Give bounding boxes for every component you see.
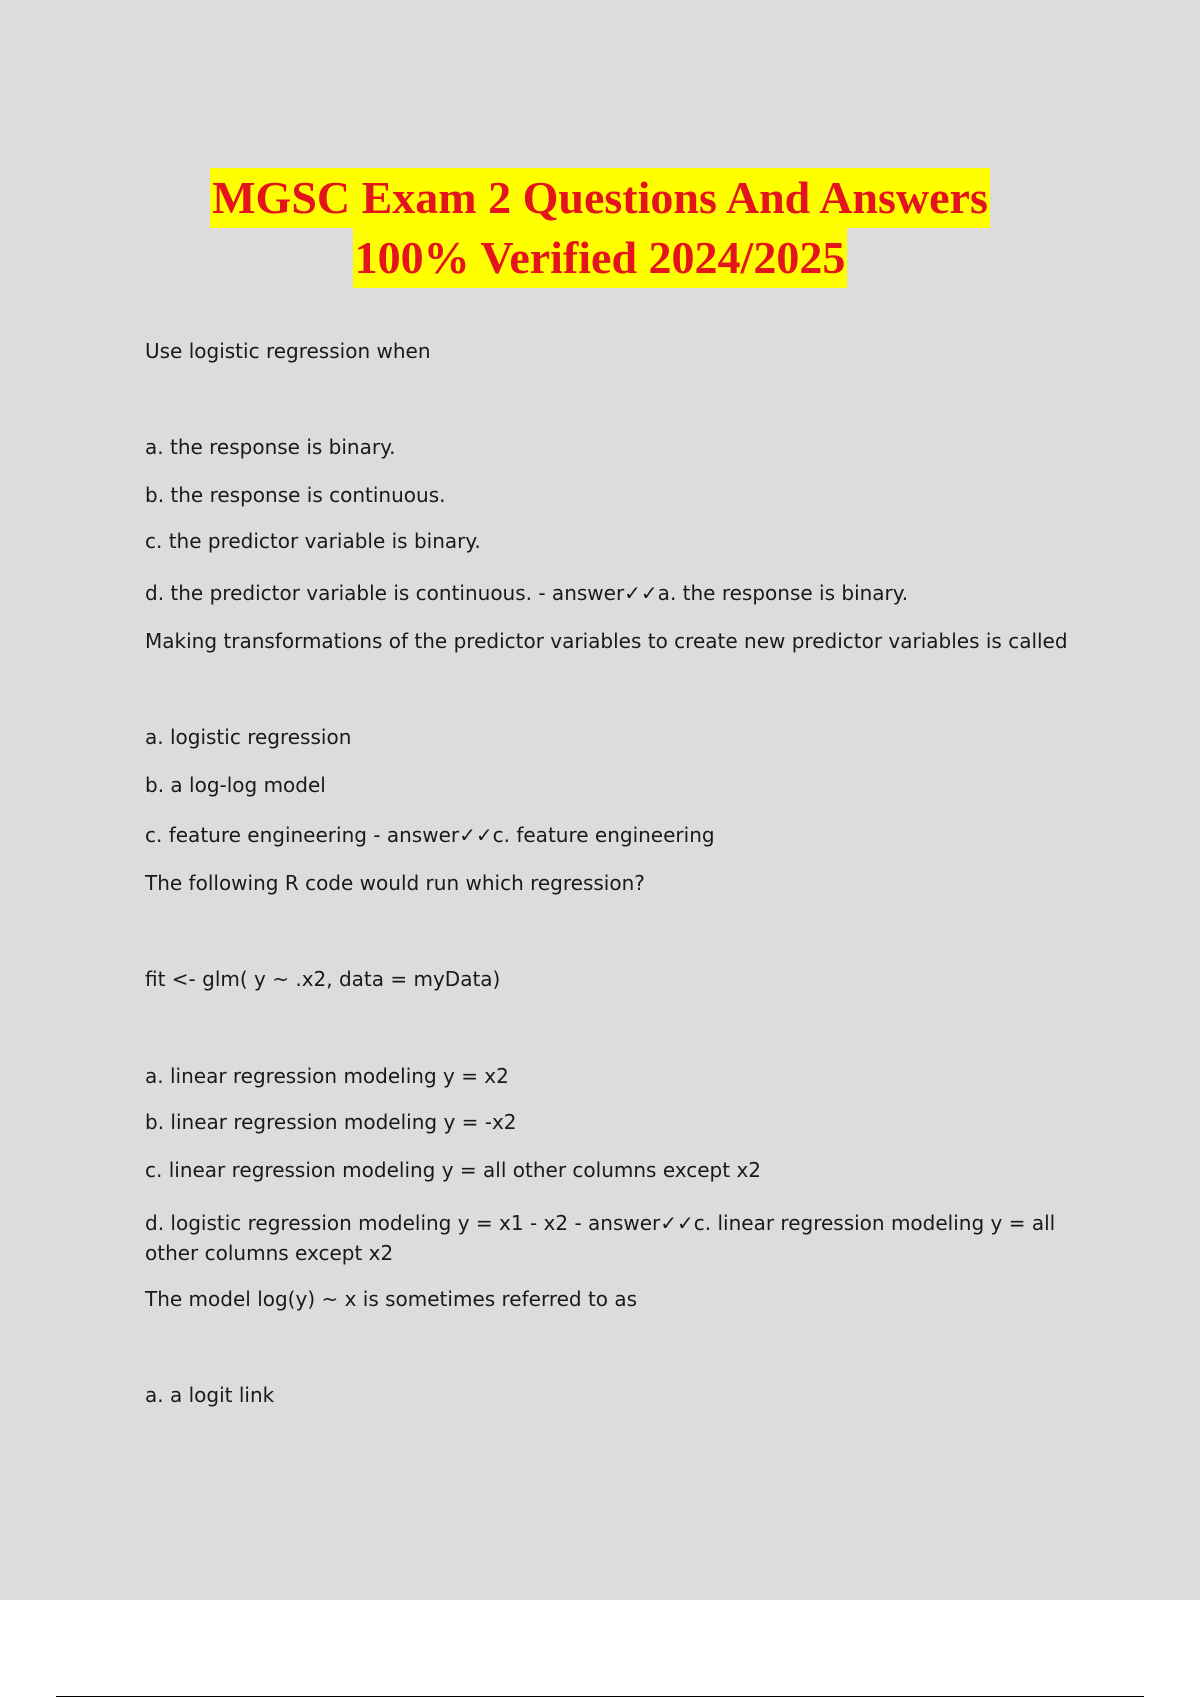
- bottom-rule: [56, 1696, 1144, 1697]
- question-3-option-b: b. linear regression modeling y = -x2: [145, 1110, 517, 1134]
- question-3-text: The following R code would run which regression?: [145, 871, 645, 895]
- question-3-code: fit <- glm( y ~ .x2, data = myData): [145, 967, 501, 991]
- question-2-option-b: b. a log-log model: [145, 773, 326, 797]
- question-2-option-c-answer: c. feature engineering - answer✓✓c. feature engineering: [145, 823, 715, 847]
- question-1-option-d-answer: d. the predictor variable is continuous. - answer✓✓a. the response is binary.: [145, 581, 909, 605]
- question-3-option-d-answer: d. logistic regression modeling y = x1 - x2 - answer✓✓c. linear regression modeling y = all other columns except x2: [145, 1211, 1056, 1265]
- question-2-text: Making transformations of the predictor variables to create new predictor variables is called: [145, 629, 1068, 653]
- question-1-option-c: c. the predictor variable is binary.: [145, 529, 481, 553]
- question-4-text: The model log(y) ~ x is sometimes referred to as: [145, 1287, 638, 1311]
- question-1-text: Use logistic regression when: [145, 339, 431, 363]
- question-3-option-c: c. linear regression modeling y = all other columns except x2: [145, 1158, 762, 1182]
- question-4-option-a: a. a logit link: [145, 1383, 275, 1407]
- question-2-option-a: a. logistic regression: [145, 725, 352, 749]
- title-line-2: 100% Verified 2024/2025: [353, 228, 848, 288]
- title-line-1: MGSC Exam 2 Questions And Answers: [210, 168, 990, 228]
- question-1-option-b: b. the response is continuous.: [145, 483, 446, 507]
- question-1-option-a: a. the response is binary.: [145, 435, 396, 459]
- document-title: [0, 168, 1200, 288]
- question-3-option-a: a. linear regression modeling y = x2: [145, 1064, 509, 1088]
